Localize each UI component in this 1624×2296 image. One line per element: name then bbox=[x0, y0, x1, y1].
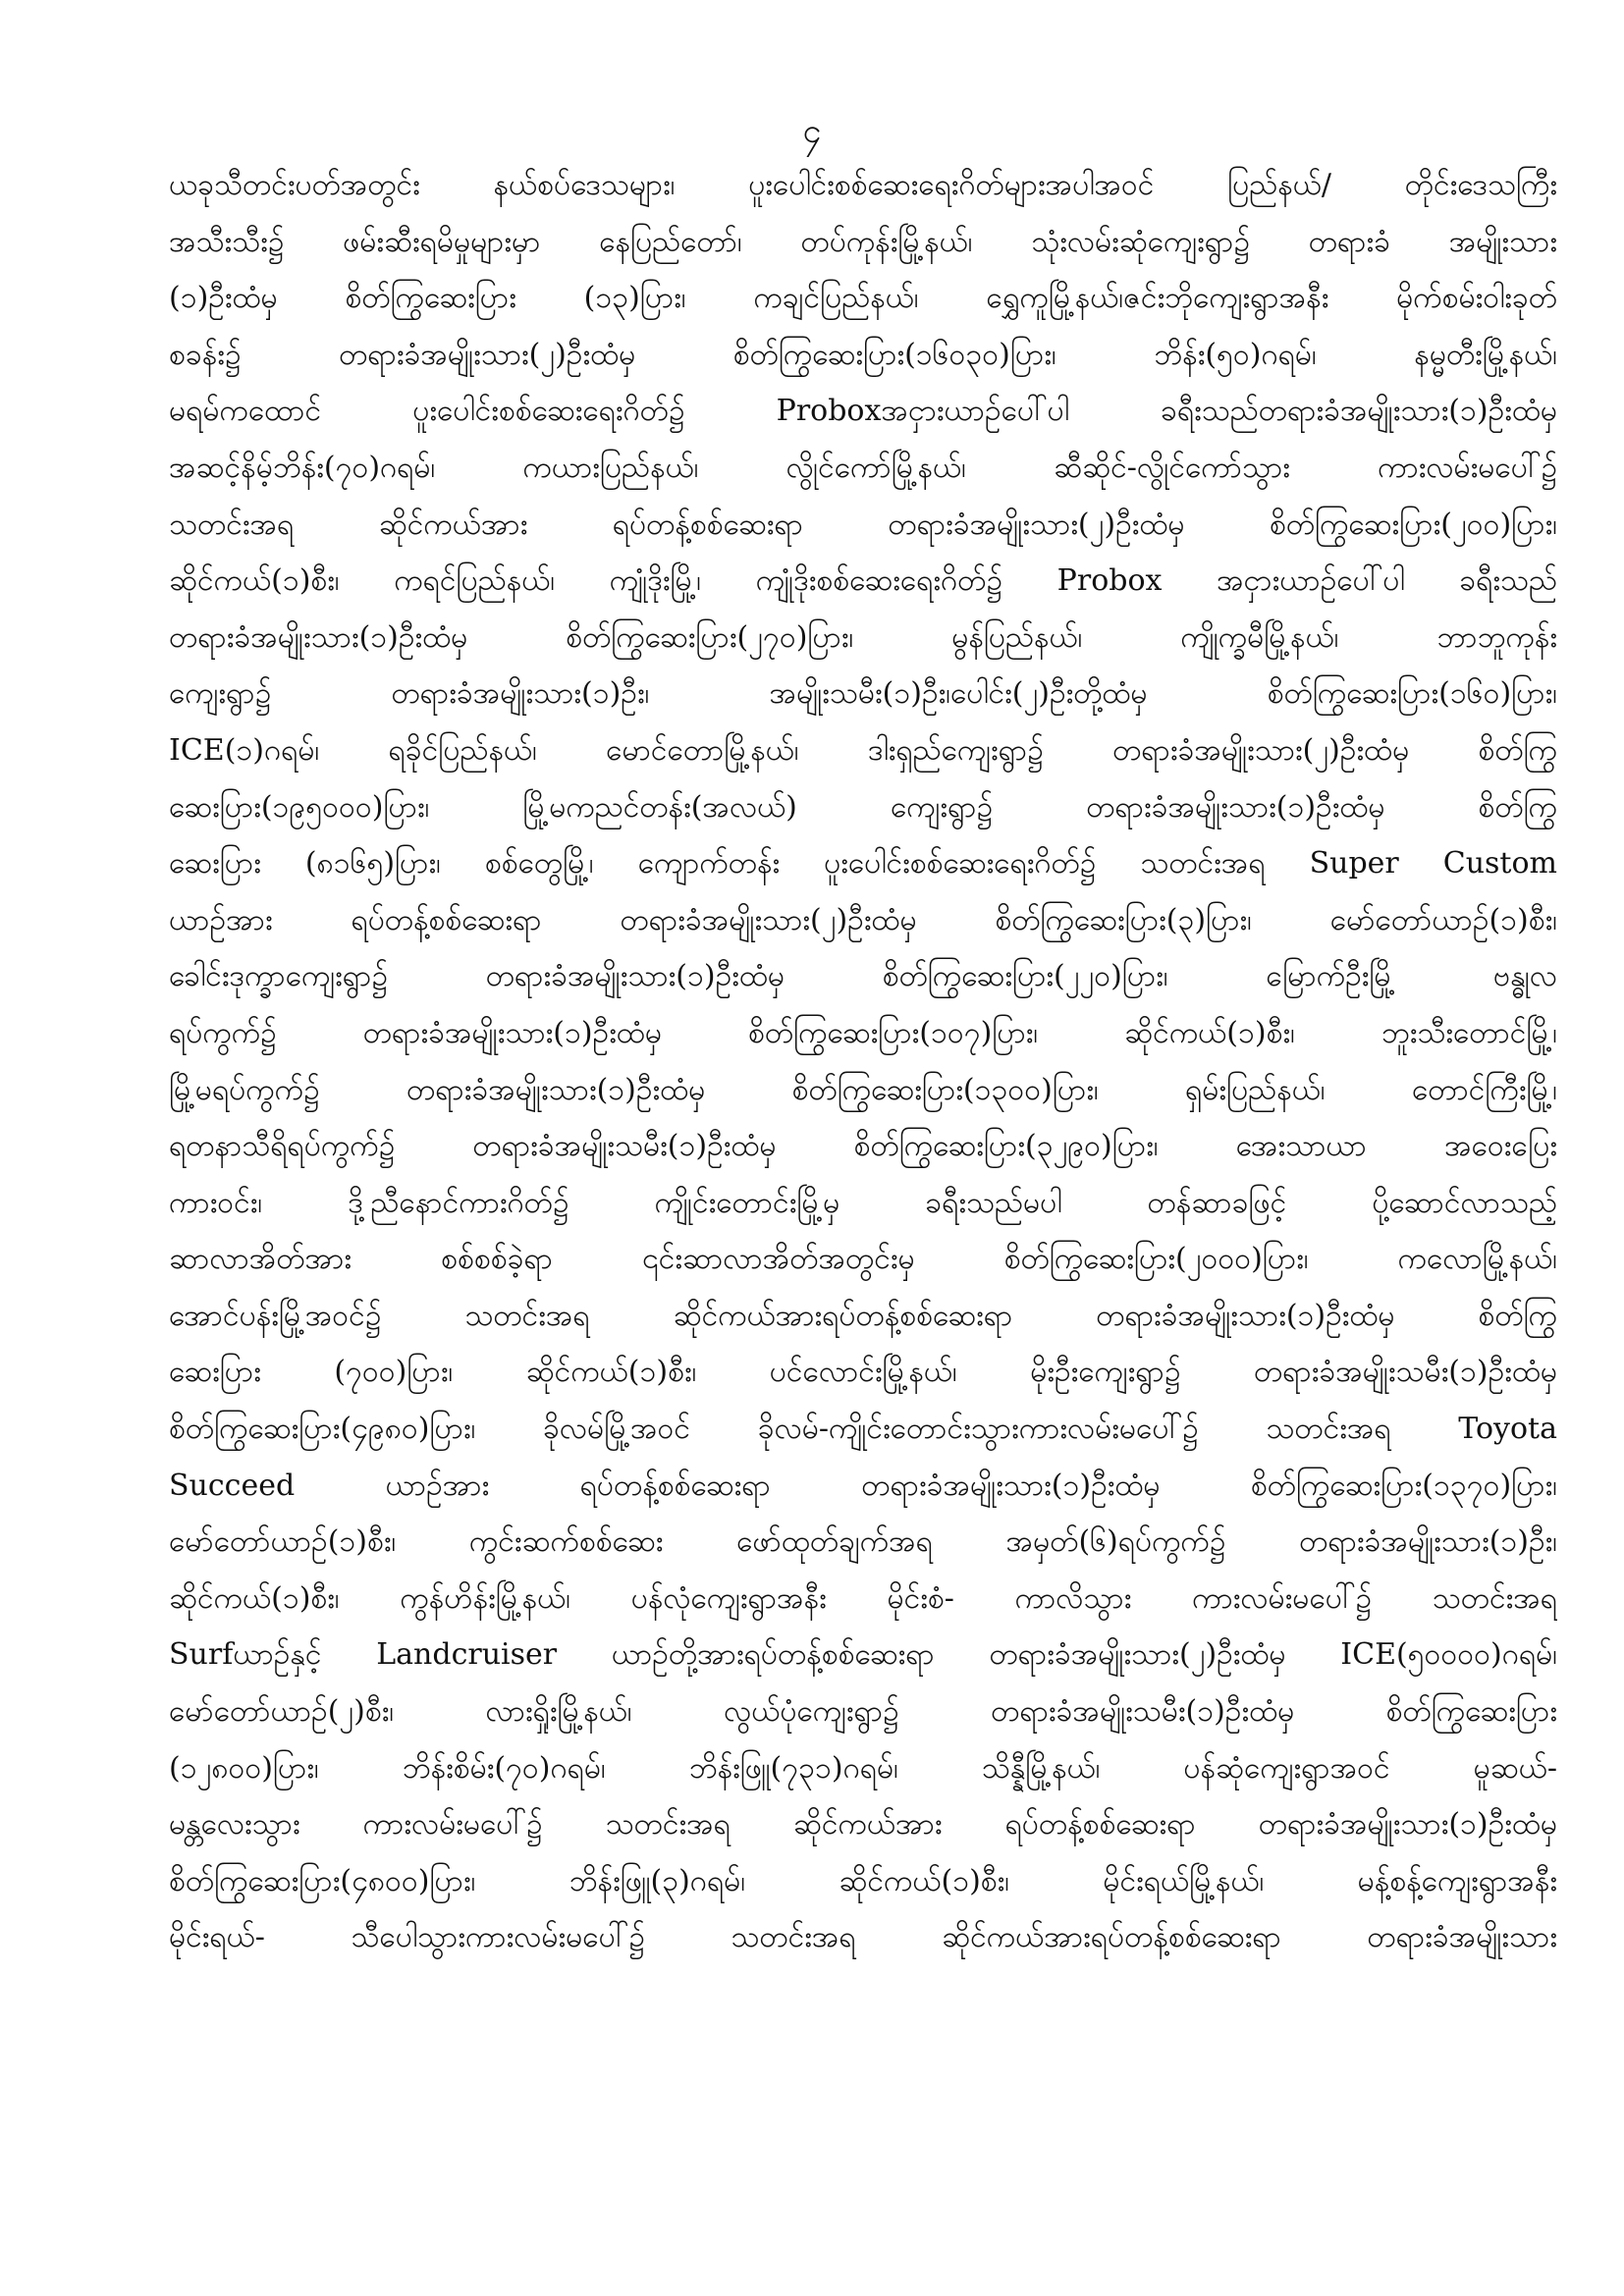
text-line: တရားခံအမျိုးသား(၁)ဦးထံမှ စိတ်ကြွဆေးပြား(၂၇၀)ပြား၊ မွန်ပြည်နယ်၊ ကျိုက္ခမီမြို့နယ်၊ ဘာဘူကုန်း bbox=[169, 619, 1557, 655]
text-line: ယခုသီတင်းပတ်အတွင်း နယ်စပ်ဒေသများ၊ ပူးပေါင်းစစ်ဆေးရေးဂိတ်များအပါအဝင် ပြည်နယ်/ တိုင်းဒေသကြီး bbox=[169, 168, 1557, 202]
text-line: ဆိုင်ကယ်(၁)စီး၊ ကရင်ပြည်နယ်၊ ကျုံဒိုးမြို့၊ ကျုံဒိုးစစ်ဆေးရေးဂိတ်၌ Probox အငှားယာဉ်ပေါ်ပါ ခရီးသည် bbox=[169, 563, 1557, 599]
text-line: မိုင်းရယ်- သီပေါသွားကားလမ်းမပေါ်၌ သတင်းအရ ဆိုင်ကယ်အားရပ်တန့်စစ်ဆေးရာ တရားခံအမျိုးသား bbox=[169, 1920, 1557, 1955]
text-line: ရတနာသီရိရပ်ကွက်၌ တရားခံအမျိုးသမီး(၁)ဦးထံမှ စိတ်ကြွဆေးပြား(၃၂၉၀)ပြား၊ အေးသာယာ အဝေးပြေး bbox=[169, 1129, 1557, 1164]
text-line: ယာဉ်အား ရပ်တန့်စစ်ဆေးရာ တရားခံအမျိုးသား(၂)ဦးထံမှ စိတ်ကြွဆေးပြား(၃)ပြား၊ မော်တော်ယာဉ်(၁)စီး၊ bbox=[169, 902, 1557, 937]
text-line: ခေါင်းဒုက္ခာကျေးရွာ၌ တရားခံအမျိုးသား(၁)ဦးထံမှ စိတ်ကြွဆေးပြား(၂၂၀)ပြား၊ မြောက်ဦးမြို့ ဗန္ဓုလ bbox=[169, 959, 1557, 994]
text-line: မန္တလေးသွား ကားလမ်းမပေါ်၌ သတင်းအရ ဆိုင်ကယ်အား ရပ်တန့်စစ်ဆေးရာ တရားခံအမျိုးသား(၁)ဦးထံမှ bbox=[169, 1807, 1557, 1842]
text-line: မော်တော်ယာဉ်(၂)စီး၊ လားရှိုးမြို့နယ်၊ လွယ်ပုံကျေးရွာ၌ တရားခံအမျိုးသမီး(၁)ဦးထံမှ စိတ်ကြွဆေးပြား bbox=[169, 1694, 1557, 1730]
text-line: Surfယာဉ်နှင့် Landcruiser ယာဉ်တို့အားရပ်တန့်စစ်ဆေးရာ တရားခံအမျိုးသား(၂)ဦးထံမှ ICE(၅၀၀၀၀)ဂရမ်၊ bbox=[169, 1637, 1557, 1673]
text-line: မော်တော်ယာဉ်(၁)စီး၊ ကွင်းဆက်စစ်ဆေး ဖော်ထုတ်ချက်အရ အမှတ်(၆)ရပ်ကွက်၌ တရားခံအမျိုးသား(၁)ဦး၊ bbox=[169, 1524, 1557, 1560]
text-line: ဆိုင်ကယ်(၁)စီး၊ ကွန်ဟိန်းမြို့နယ်၊ ပန်လုံကျေးရွာအနီး မိုင်းစံ- ကာလိသွား ကားလမ်းမပေါ်၌ သတင်းအရ bbox=[169, 1580, 1557, 1616]
text-line: သတင်းအရ ဆိုင်ကယ်အား ရပ်တန့်စစ်ဆေးရာ တရားခံအမျိုးသား(၂)ဦးထံမှ စိတ်ကြွဆေးပြား(၂၀၀)ပြား၊ bbox=[169, 507, 1557, 542]
text-line: မြို့မရပ်ကွက်၌ တရားခံအမျိုးသား(၁)ဦးထံမှ စိတ်ကြွဆေးပြား(၁၃၀၀)ပြား၊ ရှမ်းပြည်နယ်၊ တောင်ကြီးမြို့၊ bbox=[169, 1072, 1557, 1107]
text-line: ကားဝင်း၊ ဒို့ညီနောင်ကားဂိတ်၌ ကျိုင်းတောင်းမြို့မှ ခရီးသည်မပါ တန်ဆာခဖြင့် ပို့ဆောင်လာသည့် bbox=[169, 1185, 1557, 1220]
text-line: မရမ်ကထောင် ပူးပေါင်းစစ်ဆေးရေးဂိတ်၌ Proboxအငှားယာဉ်ပေါ်ပါ ခရီးသည်တရားခံအမျိုးသား(၁)ဦးထံမှ bbox=[169, 394, 1557, 429]
text-line: စိတ်ကြွဆေးပြား(၄၉၈၀)ပြား၊ ခိုလမ်မြို့အဝင် ခိုလမ်-ကျိုင်းတောင်းသွားကားလမ်းမပေါ်၌ သတင်းအရ Toyota bbox=[169, 1412, 1557, 1447]
text-line: (၁၂၈၀၀)ပြား၊ ဘိန်းစိမ်း(၇၀)ဂရမ်၊ ဘိန်းဖြူ(၇၃၁)ဂရမ်၊ သိန္နီမြို့နယ်၊ ပန်ဆုံကျေးရွာအဝင် မူဆယ်- bbox=[169, 1750, 1557, 1786]
text-line: ICE(၁)ဂရမ်၊ ရခိုင်ပြည်နယ်၊ မောင်တောမြို့နယ်၊ ဒါးရှည်ကျေးရွာ၌ တရားခံအမျိုးသား(၂)ဦးထံမှ စိတ်ကြွ bbox=[169, 732, 1557, 768]
text-line: ဆေးပြား(၁၉၅၀၀၀)ပြား၊ မြို့မကညင်တန်း(အလယ်) ကျေးရွာ၌ တရားခံအမျိုးသား(၁)ဦးထံမှ စိတ်ကြွ bbox=[169, 789, 1557, 825]
text-line: စိတ်ကြွဆေးပြား(၄၈၀၀)ပြား၊ ဘိန်းဖြူ(၃)ဂရမ်၊ ဆိုင်ကယ်(၁)စီး၊ မိုင်းရယ်မြို့နယ်၊ မန့်စန့်ကျေးရွာအနီး bbox=[169, 1863, 1557, 1898]
text-line: အောင်ပန်းမြို့အဝင်၌ သတင်းအရ ဆိုင်ကယ်အားရပ်တန့်စစ်ဆေးရာ တရားခံအမျိုးသား(၁)ဦးထံမှ စိတ်ကြွ bbox=[169, 1298, 1557, 1333]
text-line: စခန်း၌ တရားခံအမျိုးသား(၂)ဦးထံမှ စိတ်ကြွဆေးပြား(၁၆၀၃၀)ပြား၊ ဘိန်း(၅၀)ဂရမ်၊ နမ္မတီးမြို့နယ်၊ bbox=[169, 337, 1557, 372]
body-text bbox=[169, 157, 1557, 1966]
text-line: ရပ်ကွက်၌ တရားခံအမျိုးသား(၁)ဦးထံမှ စိတ်ကြွဆေးပြား(၁၀၇)ပြား၊ ဆိုင်ကယ်(၁)စီး၊ ဘူးသီးတောင်မြို့၊ bbox=[169, 1015, 1557, 1050]
text-line: ဆေးပြား (၈၁၆၅)ပြား၊ စစ်တွေမြို့၊ ကျောက်တန်း ပူးပေါင်းစစ်ဆေးရေးဂိတ်၌ သတင်းအရ Super Custom bbox=[169, 846, 1557, 881]
text-line: Succeed ယာဉ်အား ရပ်တန့်စစ်ဆေးရာ တရားခံအမျိုးသား(၁)ဦးထံမှ စိတ်ကြွဆေးပြား(၁၃၇၀)ပြား၊ bbox=[169, 1468, 1557, 1503]
page-number: ၄ bbox=[802, 112, 822, 151]
text-line: ဆေးပြား (၇၀၀)ပြား၊ ဆိုင်ကယ်(၁)စီး၊ ပင်လောင်းမြို့နယ်၊ မိုးဦးကျေးရွာ၌ တရားခံအမျိုးသမီး(၁)ဦးထံမှ bbox=[169, 1355, 1557, 1390]
text-line: အဆင့်နိမ့်ဘိန်း(၇၀)ဂရမ်၊ ကယားပြည်နယ်၊ လွိုင်ကော်မြို့နယ်၊ ဆီဆိုင်-လွိုင်ကော်သွား ကားလမ်းမပေါ်၌ bbox=[169, 450, 1557, 485]
text-line: ကျေးရွာ၌ တရားခံအမျိုးသား(၁)ဦး၊ အမျိုးသမီး(၁)ဦး၊ပေါင်း(၂)ဦးတို့ထံမှ စိတ်ကြွဆေးပြား(၁၆၀)ပြား၊ bbox=[169, 676, 1557, 712]
text-line: ဆာလာအိတ်အား စစ်စစ်ခဲ့ရာ ၎င်းဆာလာအိတ်အတွင်းမှ စိတ်ကြွဆေးပြား(၂၀၀၀)ပြား၊ ကလောမြို့နယ်၊ bbox=[169, 1242, 1557, 1277]
text-line: အသီးသီး၌ ဖမ်းဆီးရမိမှုများမှာ နေပြည်တော်၊ တပ်ကုန်းမြို့နယ်၊ သုံးလမ်းဆုံကျေးရွာ၌ တရားခံ အမျိုးသား bbox=[169, 224, 1557, 259]
text-line: (၁)ဦးထံမှ စိတ်ကြွဆေးပြား (၁၃)ပြား၊ ကချင်ပြည်နယ်၊ ရွှေကူမြို့နယ်၊ဇင်းဘိုကျေးရွာအနီး မိုက်စမ်းဝါးခုတ် bbox=[169, 281, 1557, 316]
